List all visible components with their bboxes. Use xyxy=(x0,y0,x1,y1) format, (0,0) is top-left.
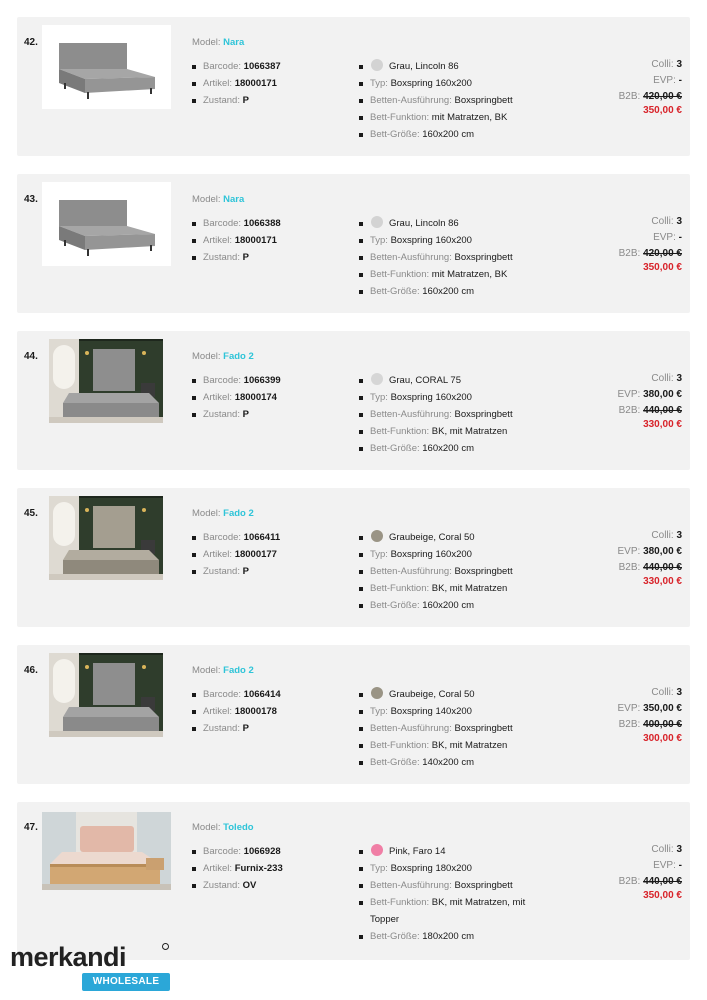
id-list xyxy=(192,529,280,580)
evp-label: EVP: xyxy=(653,860,676,871)
artikel-label: Artikel: xyxy=(203,706,233,717)
color-value: Grau, CORAL 75 xyxy=(389,375,461,386)
zustand-label: Zustand: xyxy=(203,252,240,263)
model-name[interactable]: Nara xyxy=(223,194,245,205)
item-number: 47. xyxy=(24,822,38,833)
model-label: Model: xyxy=(192,37,221,48)
colli-label: Colli: xyxy=(651,530,674,541)
zustand-value: P xyxy=(242,409,249,420)
color-value: Grau, Lincoln 86 xyxy=(389,61,459,72)
barcode-label: Barcode: xyxy=(203,846,242,857)
artikel-value: 18000171 xyxy=(234,78,277,89)
id-list xyxy=(192,686,281,737)
artikel-value: 18000178 xyxy=(234,706,277,717)
model-line xyxy=(192,351,254,362)
price-block xyxy=(617,371,682,431)
evp-value: - xyxy=(678,860,682,871)
product-card xyxy=(17,645,690,784)
id-list xyxy=(192,843,283,894)
item-number: 43. xyxy=(24,194,38,205)
evp-value: - xyxy=(678,75,682,86)
model-name[interactable]: Toledo xyxy=(223,822,254,833)
price-block xyxy=(619,57,682,117)
groesse-label: Bett-Größe: xyxy=(370,286,420,297)
zustand-label: Zustand: xyxy=(203,723,240,734)
typ-label: Typ: xyxy=(370,392,388,403)
ausfuehrung-label: Betten-Ausführung: xyxy=(370,95,452,106)
evp-label: EVP: xyxy=(653,75,676,86)
b2b-new-price: 350,00 € xyxy=(643,890,682,901)
evp-value: - xyxy=(678,232,682,243)
color-value: Pink, Faro 14 xyxy=(389,846,446,857)
item-number: 44. xyxy=(24,351,38,362)
barcode-label: Barcode: xyxy=(203,218,242,229)
color-swatch xyxy=(371,530,383,542)
artikel-label: Artikel: xyxy=(203,549,233,560)
typ-label: Typ: xyxy=(370,706,388,717)
spec-list xyxy=(359,529,513,614)
funktion-label: Bett-Funktion: xyxy=(370,740,430,751)
registered-icon xyxy=(162,943,169,950)
item-number: 45. xyxy=(24,508,38,519)
typ-value: Boxspring 160x200 xyxy=(390,392,472,403)
barcode-label: Barcode: xyxy=(203,689,242,700)
product-image[interactable] xyxy=(42,25,171,109)
ausfuehrung-value: Boxspringbett xyxy=(454,95,513,106)
b2b-label: B2B: xyxy=(618,719,641,730)
ausfuehrung-value: Boxspringbett xyxy=(454,409,513,420)
b2b-old-price: 440,00 € xyxy=(643,876,682,887)
b2b-old-price: 440,00 € xyxy=(643,405,682,416)
barcode-value: 1066387 xyxy=(243,61,281,72)
color-value: Grau, Lincoln 86 xyxy=(389,218,459,229)
zustand-value: P xyxy=(242,566,249,577)
product-image[interactable] xyxy=(49,339,163,423)
price-block xyxy=(617,685,682,745)
artikel-label: Artikel: xyxy=(203,78,233,89)
ausfuehrung-label: Betten-Ausführung: xyxy=(370,880,452,891)
model-line xyxy=(192,508,254,519)
groesse-value: 140x200 cm xyxy=(422,757,475,768)
barcode-value: 1066388 xyxy=(243,218,281,229)
spec-list xyxy=(359,215,513,300)
model-label: Model: xyxy=(192,351,221,362)
model-label: Model: xyxy=(192,194,221,205)
b2b-new-price: 350,00 € xyxy=(643,262,682,273)
price-block xyxy=(619,214,682,274)
spec-list xyxy=(359,843,549,945)
model-label: Model: xyxy=(192,665,221,676)
model-line xyxy=(192,665,254,676)
funktion-label: Bett-Funktion: xyxy=(370,269,430,280)
typ-label: Typ: xyxy=(370,549,388,560)
groesse-label: Bett-Größe: xyxy=(370,931,420,942)
artikel-value: 18000177 xyxy=(234,549,277,560)
typ-label: Typ: xyxy=(370,235,388,246)
zustand-label: Zustand: xyxy=(203,409,240,420)
model-line xyxy=(192,194,244,205)
color-swatch xyxy=(371,216,383,228)
b2b-new-price: 330,00 € xyxy=(643,576,682,587)
groesse-value: 160x200 cm xyxy=(422,600,475,611)
colli-value: 3 xyxy=(676,216,682,227)
price-block xyxy=(617,528,682,588)
typ-value: Boxspring 160x200 xyxy=(390,235,472,246)
typ-label: Typ: xyxy=(370,78,388,89)
colli-value: 3 xyxy=(676,59,682,70)
barcode-value: 1066928 xyxy=(243,846,281,857)
funktion-value: BK, mit Matratzen xyxy=(431,583,508,594)
b2b-new-price: 300,00 € xyxy=(643,733,682,744)
model-label: Model: xyxy=(192,822,221,833)
b2b-label: B2B: xyxy=(618,876,641,887)
ausfuehrung-value: Boxspringbett xyxy=(454,566,513,577)
evp-value: 380,00 € xyxy=(643,546,682,557)
product-image[interactable] xyxy=(49,653,163,737)
typ-value: Boxspring 160x200 xyxy=(390,78,472,89)
funktion-value: BK, mit Matratzen xyxy=(431,426,508,437)
model-name[interactable]: Fado 2 xyxy=(223,508,254,519)
funktion-label: Bett-Funktion: xyxy=(370,583,430,594)
wholesale-badge: WHOLESALE xyxy=(82,973,170,991)
b2b-old-price: 420,00 € xyxy=(643,248,682,259)
zustand-value: OV xyxy=(242,880,257,891)
groesse-value: 160x200 cm xyxy=(422,443,475,454)
barcode-value: 1066399 xyxy=(243,375,281,386)
product-card xyxy=(17,17,690,156)
zustand-label: Zustand: xyxy=(203,95,240,106)
colli-label: Colli: xyxy=(651,59,674,70)
groesse-label: Bett-Größe: xyxy=(370,129,420,140)
artikel-value: Furnix-233 xyxy=(234,863,283,874)
evp-label: EVP: xyxy=(617,703,641,714)
zustand-label: Zustand: xyxy=(203,566,240,577)
funktion-value: mit Matratzen, BK xyxy=(431,269,508,280)
b2b-label: B2B: xyxy=(618,562,641,573)
ausfuehrung-value: Boxspringbett xyxy=(454,880,513,891)
colli-label: Colli: xyxy=(651,844,674,855)
ausfuehrung-label: Betten-Ausführung: xyxy=(370,409,452,420)
b2b-label: B2B: xyxy=(618,248,641,259)
product-card xyxy=(17,802,690,960)
product-image[interactable] xyxy=(42,182,171,266)
b2b-old-price: 400,00 € xyxy=(643,719,682,730)
zustand-value: P xyxy=(242,252,249,263)
evp-value: 350,00 € xyxy=(643,703,682,714)
barcode-label: Barcode: xyxy=(203,532,242,543)
evp-label: EVP: xyxy=(653,232,676,243)
model-label: Model: xyxy=(192,508,221,519)
b2b-new-price: 350,00 € xyxy=(643,105,682,116)
groesse-value: 180x200 cm xyxy=(422,931,475,942)
id-list xyxy=(192,372,281,423)
color-swatch xyxy=(371,59,383,71)
b2b-old-price: 420,00 € xyxy=(643,91,682,102)
barcode-label: Barcode: xyxy=(203,61,242,72)
groesse-label: Bett-Größe: xyxy=(370,757,420,768)
model-line xyxy=(192,37,244,48)
colli-label: Colli: xyxy=(651,373,674,384)
artikel-label: Artikel: xyxy=(203,392,233,403)
typ-label: Typ: xyxy=(370,863,388,874)
ausfuehrung-label: Betten-Ausführung: xyxy=(370,723,452,734)
colli-value: 3 xyxy=(676,844,682,855)
spec-list xyxy=(359,686,513,771)
product-image[interactable] xyxy=(42,812,171,890)
id-list xyxy=(192,58,281,109)
b2b-label: B2B: xyxy=(618,405,641,416)
artikel-label: Artikel: xyxy=(203,863,233,874)
evp-label: EVP: xyxy=(617,546,641,557)
zustand-value: P xyxy=(242,723,249,734)
product-card xyxy=(17,488,690,627)
barcode-value: 1066411 xyxy=(243,532,281,543)
model-name[interactable]: Fado 2 xyxy=(223,351,254,362)
evp-value: 380,00 € xyxy=(643,389,682,400)
artikel-label: Artikel: xyxy=(203,235,233,246)
colli-label: Colli: xyxy=(651,216,674,227)
barcode-label: Barcode: xyxy=(203,375,242,386)
colli-value: 3 xyxy=(676,373,682,384)
b2b-new-price: 330,00 € xyxy=(643,419,682,430)
model-line xyxy=(192,822,254,833)
id-list xyxy=(192,215,281,266)
spec-list xyxy=(359,372,513,457)
groesse-label: Bett-Größe: xyxy=(370,443,420,454)
model-name[interactable]: Nara xyxy=(223,37,245,48)
colli-value: 3 xyxy=(676,687,682,698)
product-card xyxy=(17,331,690,470)
funktion-label: Bett-Funktion: xyxy=(370,112,430,123)
ausfuehrung-label: Betten-Ausführung: xyxy=(370,566,452,577)
funktion-value: BK, mit Matratzen xyxy=(431,740,508,751)
typ-value: Boxspring 180x200 xyxy=(390,863,472,874)
funktion-label: Bett-Funktion: xyxy=(370,897,430,908)
color-swatch xyxy=(371,373,383,385)
product-image[interactable] xyxy=(49,496,163,580)
funktion-value: BK, mit Matratzen, mit Topper xyxy=(370,897,526,925)
color-value: Graubeige, Coral 50 xyxy=(389,689,475,700)
logo-wordmark: merkandi xyxy=(10,942,127,972)
colli-value: 3 xyxy=(676,530,682,541)
ausfuehrung-value: Boxspringbett xyxy=(454,252,513,263)
funktion-label: Bett-Funktion: xyxy=(370,426,430,437)
merkandi-logo[interactable] xyxy=(10,943,170,993)
color-swatch xyxy=(371,844,383,856)
typ-value: Boxspring 140x200 xyxy=(390,706,472,717)
spec-list xyxy=(359,58,513,143)
b2b-label: B2B: xyxy=(618,91,641,102)
price-block xyxy=(619,842,682,902)
item-number: 42. xyxy=(24,37,38,48)
colli-label: Colli: xyxy=(651,687,674,698)
groesse-label: Bett-Größe: xyxy=(370,600,420,611)
zustand-value: P xyxy=(242,95,249,106)
artikel-value: 18000171 xyxy=(234,235,277,246)
zustand-label: Zustand: xyxy=(203,880,240,891)
color-value: Graubeige, Coral 50 xyxy=(389,532,475,543)
item-number: 46. xyxy=(24,665,38,676)
b2b-old-price: 440,00 € xyxy=(643,562,682,573)
ausfuehrung-value: Boxspringbett xyxy=(454,723,513,734)
color-swatch xyxy=(371,687,383,699)
typ-value: Boxspring 160x200 xyxy=(390,549,472,560)
ausfuehrung-label: Betten-Ausführung: xyxy=(370,252,452,263)
model-name[interactable]: Fado 2 xyxy=(223,665,254,676)
artikel-value: 18000174 xyxy=(234,392,277,403)
funktion-value: mit Matratzen, BK xyxy=(431,112,508,123)
product-card xyxy=(17,174,690,313)
evp-label: EVP: xyxy=(617,389,641,400)
groesse-value: 160x200 cm xyxy=(422,129,475,140)
barcode-value: 1066414 xyxy=(243,689,281,700)
groesse-value: 160x200 cm xyxy=(422,286,475,297)
